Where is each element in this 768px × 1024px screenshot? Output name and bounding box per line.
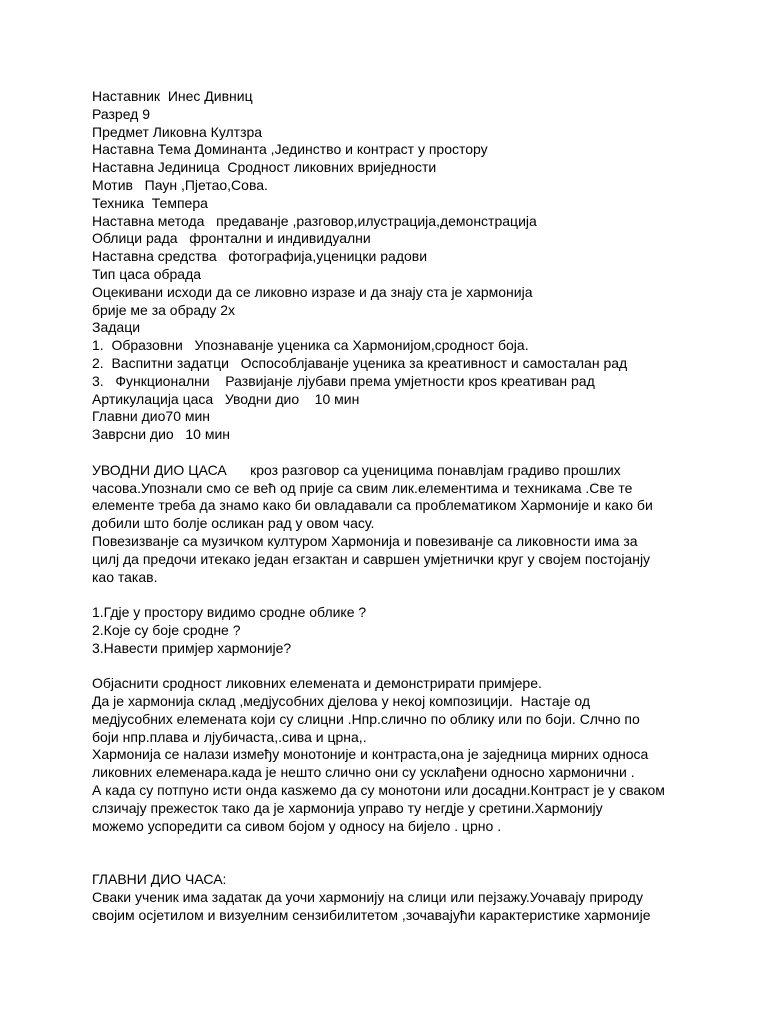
explanation-line: можемо успоредити са сивом бојом у односу на бијело . црно . <box>92 817 502 834</box>
question-item: 1.Гдје у простору видимо сродне облике ? <box>92 604 367 621</box>
explanation-line: слзичају прежесток тако да је хармонија управо ту негдје у сретини.Хармонију <box>92 799 603 816</box>
document-page <box>92 88 692 924</box>
intro-line: као такав. <box>92 568 158 585</box>
intro-line: цилј да предочи итекако један егзактан и савршен умјетнички круг у својем постојанју <box>92 550 651 567</box>
questions-section <box>92 604 692 657</box>
main-section <box>92 871 692 924</box>
task-upbringing: 2. Васпитни задатци Оспособлјаванје уценика за креативност и самосталан рад <box>92 354 628 371</box>
outcomes-line: Оцекивани исходи да се ликовно изразе и да знају ста је хармонија <box>92 283 533 300</box>
final-part-time: Заврсни дио 10 мин <box>92 426 230 443</box>
intro-section <box>92 462 692 587</box>
time-line: брије ме за обраду 2х <box>92 301 236 318</box>
explanation-line: А када су потпуно исти онда каѕжемо да су монотони или досадни.Контраст је у сваком <box>92 782 665 799</box>
intro-line: добили што болје осликан рад у овом часу. <box>92 515 375 532</box>
topic-line: Наставна Тема Доминанта ,Јединство и контраст у простору <box>92 141 488 158</box>
work-forms-line: Облици рада фронтални и индивидуални <box>92 230 371 247</box>
question-item: 3.Навести примјер хармоније? <box>92 639 292 656</box>
intro-line: часова.Упознали смо се већ од прије са свим лик.елементима и техникама .Све те <box>92 479 633 496</box>
main-part-time: Главни дио70 мин <box>92 408 211 425</box>
intro-line: Повезизванје са музичком културом Хармонија и повезиванје са ликовности има за <box>92 532 638 549</box>
explanation-line: боји нпр.плава и лјубичаста,.сива и црна,. <box>92 728 367 745</box>
teacher-line: Наставник Инес Дивниц <box>92 88 253 104</box>
lesson-type-line: Тип цаса обрада <box>92 265 202 282</box>
subject-line: Предмет Ликовна Култзра <box>92 123 263 140</box>
explanation-line: медјусобних елемената који су слицни .Нпр.слично по облику или по боји. Слчно по <box>92 710 640 727</box>
lesson-header <box>92 88 692 444</box>
unit-line: Наставна Јединица Сродност ликовних вриједности <box>92 159 437 176</box>
task-educational: 1. Образовни Упознаванје уценика са Хармонијом,сродност боја. <box>92 337 529 354</box>
explanation-line: Хармонија се налази између монотоније и контраста,она је заједница мирних односа <box>92 746 649 763</box>
main-line: својим осјетилом и визуелним сензибилитетом ,зочавајући карактеристике хармоније <box>92 906 651 923</box>
tasks-heading: Задаци <box>92 319 141 336</box>
grade-line: Разред 9 <box>92 105 151 122</box>
task-functional: 3. Функционални Развијанје лјубави према умјетности кроѕ креативан рад <box>92 372 595 389</box>
intro-line: елементе треба да знамо како би овладавали са проблематиком Хармоније и како би <box>92 497 653 514</box>
intro-line: УВОДНИ ДИО ЦАСА кроз разговор са уценицима понавлјам градиво прошлих <box>92 461 621 478</box>
method-line: Наставна метода предаванје ,разговор,илустрација,демонстрација <box>92 212 537 229</box>
articulation-line: Артикулација цаса Уводни дио 10 мин <box>92 390 360 407</box>
main-heading: ГЛАВНИ ДИО ЧАСА: <box>92 871 227 888</box>
technique-line: Техника Темпера <box>92 194 208 211</box>
explanation-line: ликовних елеменара.када је нешто слично они су усклађени односно хармонични . <box>92 764 635 781</box>
explanation-section <box>92 675 692 835</box>
question-item: 2.Које су боје сродне ? <box>92 621 241 638</box>
motif-line: Мотив Паун ,Пјетао,Сова. <box>92 176 268 193</box>
main-line: Сваки ученик има задатак да уочи хармонију на слици или пејзажу.Уочавају природу <box>92 888 643 905</box>
teaching-aids-line: Наставна средства фотографија,уценицки радови <box>92 248 428 265</box>
explanation-line: Да је хармонија склад ,медјусобних дјелова у некој композицији. Настаје од <box>92 693 591 710</box>
explanation-line: Објаснити сродност ликовних елемената и демонстрирати примјере. <box>92 675 542 692</box>
